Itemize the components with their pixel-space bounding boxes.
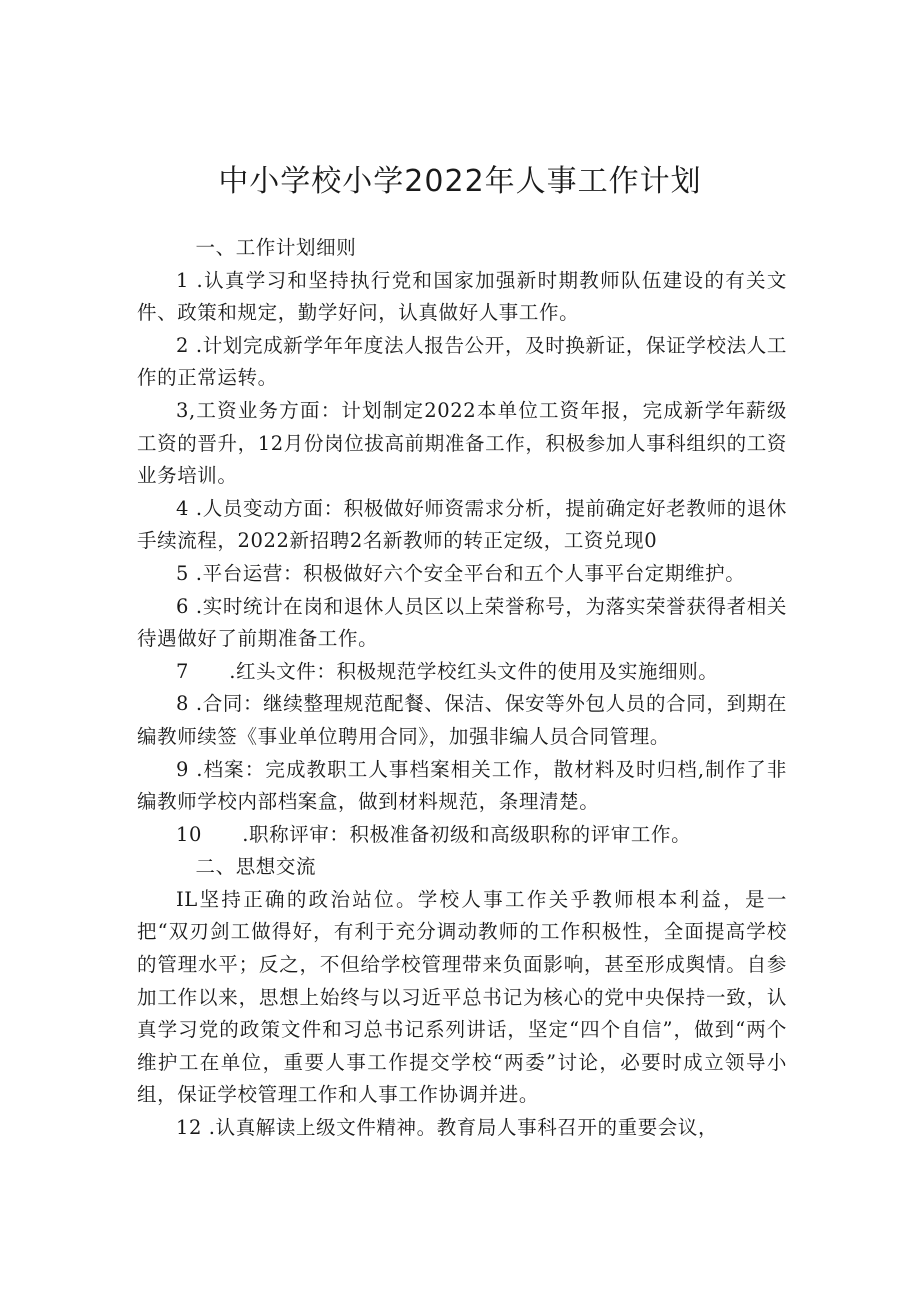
section-heading-thought-exchange: 二、思想交流	[195, 855, 317, 879]
paragraph-item-6: 6 .实时统计在岗和退休人员区以上荣誉称号，为落实荣誉获得者相关待遇做好了前期准备工作。	[137, 594, 787, 651]
paragraph-item-8: 8 .合同：继续整理规范配餐、保洁、保安等外包人员的合同，到期在编教师续签《事业单位聘用合同》，加强非编人员合同管理。	[137, 692, 787, 748]
paragraph-item-11: IL坚持正确的政治站位。学校人事工作关乎教师根本利益，是一把“双刃剑工做得好，有利于充分调动教师的工作积极性，全面提高学校的管理水平；反之，不但给学校管理带来负面影响，甚至形成舆情。自参加工作以来，思想上始终与以习近平总书记为核心的党中央保持一致，认真学习党的政策文件和习总书记系列讲话，坚定“四个自信”，做到“两个维护工在单位，重要人事工作提交学校“两委”讨论，必要时成立领导小组，保证学校管理工作和人事工作协调并进。	[137, 887, 787, 1107]
paragraph-item-3: 3,工资业务方面：计划制定2022本单位工资年报，完成新学年薪级工资的晋升，12月份岗位拔高前期准备工作，积极参加人事科组织的工资业务培训。	[137, 398, 787, 488]
paragraph-item-1: 1 .认真学习和坚持执行党和国家加强新时期教师队伍建设的有关文件、政策和规定，勤学好问，认真做好人事工作。	[137, 268, 787, 325]
section-heading-work-plan: 一、工作计划细则	[195, 236, 357, 259]
paragraph-item-5: 5 .平台运营：积极做好六个安全平台和五个人事平台定期维护。	[176, 561, 746, 585]
document-body	[137, 232, 787, 1145]
paragraph-item-4: 4 .人员变动方面：积极做好师资需求分析，提前确定好老教师的退休手续流程，2022新招聘2名新教师的转正定级，工资兑现0	[137, 496, 787, 553]
document-title: 中小学校小学2022年人事工作计划	[218, 164, 702, 199]
paragraph-item-9: 9 .档案：完成教职工人事档案相关工作，散材料及时归档,制作了非编教师学校内部档案盒，做到材料规范，条理清楚。	[137, 757, 787, 814]
paragraph-item-7: 7 .红头文件：积极规范学校红头文件的使用及实施细则。	[176, 659, 719, 683]
paragraph-item-10: 10 .职称评审：积极准备初级和高级职称的评审工作。	[176, 822, 692, 846]
paragraph-item-12: 12 .认真解读上级文件精神。教育局人事科召开的重要会议，	[176, 1116, 719, 1140]
paragraph-item-2: 2 .计划完成新学年年度法人报告公开，及时换新证，保证学校法人工作的正常运转。	[137, 333, 787, 390]
